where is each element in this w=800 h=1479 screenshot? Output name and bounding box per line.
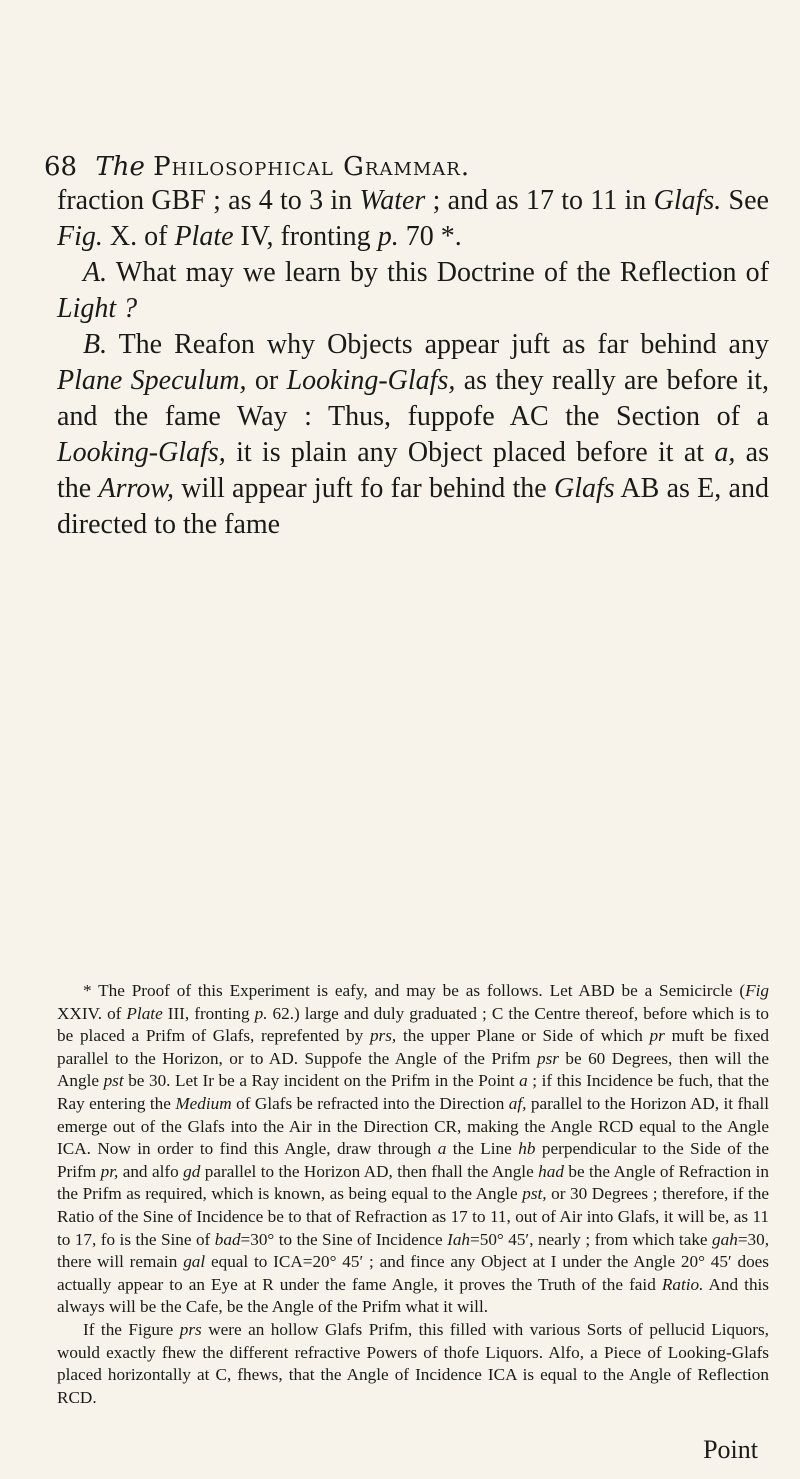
italic-run: pst, [522,1184,547,1204]
italic-run: B. [83,329,108,360]
text-run: or [246,365,287,396]
text-run: If the Figure [83,1319,180,1339]
italic-run: pr [649,1026,665,1046]
text-run: III, fronting [162,1003,255,1023]
italic-run: Plate [174,221,234,252]
italic-run: Looking-Glafs, [286,365,456,396]
italic-run: Glafs. [653,185,722,216]
text-run: =30, there will remain [57,1229,769,1272]
italic-run: Arrow, [98,473,174,504]
header-title: Philosophical Grammar. [153,152,471,182]
text-run: equal to ICA=20° 45′ ; and fince any Object at I under the Angle 20° 45′ does actually appear to an Eye at R under the fame Angle, it proves the Truth of the faid [57,1252,769,1294]
text-run: parallel to the Horizon AD, then fhall the Angle [200,1161,539,1181]
text-run: And this always will be the Cafe, be the Angle of the Prifm what it will. [57,1274,769,1317]
italic-run: gal [183,1252,206,1272]
text-run: =30° to the Sine of Incidence [240,1229,448,1249]
italic-run: psr [536,1048,559,1068]
text-run: ; if this Incidence be fuch, that the Ray entering the [57,1071,769,1113]
italic-run: Ratio. [661,1274,704,1294]
text-run: were an hollow Glafs Prifm, this filled with various Sorts of pellucid Liquors, would exactly fhew the different refractive Powers of thofe Liquors. Alfo, a Piece of Looking-Glafs placed horizontally at C, fhews, that the Angle of Incidence ICA is equal to the Angle of Reflection RCD. [57,1319,769,1407]
text-run: ; and as 17 to 11 in [425,185,654,216]
text-run: or 30 Degrees ; therefore, if the Ratio of the Sine of Incidence be to that of Refraction as 17 to 11, out of Air into Glafs, it will be, as 11 to 17, fo is the Sine of [57,1184,770,1249]
text-run: fraction GBF ; as 4 to 3 in [57,185,360,216]
footnote-paragraph [57,1319,769,1409]
italic-run: hb [518,1139,536,1159]
text-run: X. of [102,221,175,252]
italic-run: Plane Speculum, [57,365,247,396]
italic-run: Glafs [554,473,615,504]
italic-run: Water [359,185,426,216]
text-run: muft be fixed parallel to the Horizon, or to AD. Suppofe the Angle of the Prifm [57,1026,770,1068]
italic-run: a, [714,437,736,468]
text-run: as they really are before it, and the fame Way : Thus, fuppofe AC the Section of a [57,365,770,432]
italic-run: prs [179,1319,202,1339]
text-run: See [721,185,769,216]
footnote-paragraph [57,980,769,1319]
italic-run: Medium [175,1093,232,1113]
text-run: be 30. Let Ir be a Ray incident on the Prifm in the Point [123,1071,520,1091]
italic-run: gd [183,1161,201,1181]
text-run: perpendicular to the Side of the Prifm [57,1139,769,1181]
header-title-italic: The [95,152,145,182]
text-run: the Line [446,1139,519,1159]
italic-run: Light ? [57,293,138,324]
text-run: XXIV. of [57,1003,127,1023]
text-run: =50° 45′, nearly ; from which take [470,1229,713,1249]
italic-run: bad [214,1229,241,1249]
italic-run: a [437,1139,447,1159]
main-paragraph [57,183,769,255]
running-header [44,150,764,184]
text-run: be 60 Degrees, then will the Angle [57,1048,769,1091]
italic-run: gah [712,1229,738,1249]
italic-run: a [519,1071,528,1091]
text-run: the upper Plane or Side of which [396,1026,650,1046]
italic-run: pr, [100,1161,119,1181]
italic-run: Fig. [57,221,103,252]
text-run: will appear juft fo far behind the [173,473,554,504]
text-run: * The Proof of this Experiment is eafy, and may be as follows. Let ABD be a Semicircle ( [83,981,746,1000]
text-run: 62.) large and duly graduated ; C the Centre thereof, before which is to be placed a Prifm of Glafs, reprefented by [57,1003,770,1046]
italic-run: Iah [447,1229,471,1249]
text-run: and alfo [118,1161,184,1181]
question-paragraph [57,255,769,327]
italic-run: p. [377,221,399,252]
footnote [57,980,769,1409]
italic-run: prs, [369,1026,397,1046]
main-text [57,183,769,543]
text-run: 70 *. [398,221,462,252]
text-run: be the Angle of Refraction in the Prifm as required, which is known, as being equal to the Angle [57,1161,770,1204]
italic-run: Plate [126,1003,163,1023]
text-run: parallel to the Horizon AD, it fhall emerge out of the Glafs into the Air in the Direction CR, making the Angle RCD equal to the Angle ICA. Now in order to find this Angle, draw through [57,1093,770,1159]
answer-paragraph [57,327,769,543]
italic-run: Looking-Glafs, [57,437,226,468]
page-number: 68 [44,152,78,182]
catchword: Point [703,1435,758,1464]
text-run: IV, fronting [233,221,378,252]
italic-run: A. [83,257,108,288]
italic-run: pst [103,1071,124,1091]
text-run: as the [57,437,769,504]
italic-run: had [538,1161,564,1181]
italic-run: Fig [745,981,769,1000]
text-run: it is plain any Object placed before it at [225,437,715,468]
italic-run: af, [508,1093,527,1113]
text-run: AB as E, and directed to the fame [57,473,769,540]
text-run: What may we learn by this Doctrine of the Reflection of [107,257,769,288]
text-run: of Glafs be refracted into the Direction [231,1093,509,1113]
text-run: The Reafon why Objects appear juft as far behind any [107,329,769,360]
italic-run: p. [254,1003,268,1023]
